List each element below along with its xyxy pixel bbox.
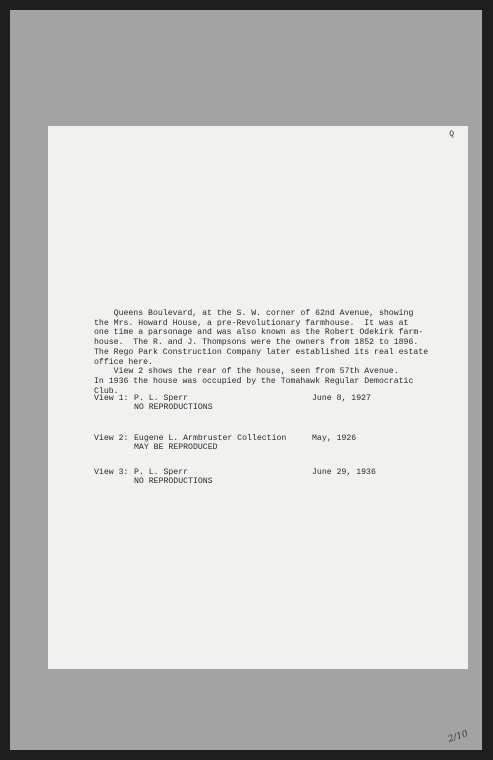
typed-page (48, 126, 468, 669)
paragraph-line: In 1936 the house was occupied by the Tomahawk Regular Democratic (94, 376, 414, 386)
paragraph-line: the Mrs. Howard House, a pre-Revolutionary farmhouse. It was at (94, 318, 409, 328)
paragraph-line: View 2 shows the rear of the house, seen from 57th Avenue. (94, 367, 399, 377)
view-photographer: P. L. Sperr (134, 468, 189, 477)
view-label: View 1: (94, 394, 129, 403)
page-corner-mark: Q (449, 130, 454, 139)
description-paragraph (94, 309, 444, 396)
archive-mount (10, 10, 482, 750)
mount-handwritten-note: 2/10 (446, 729, 470, 745)
view-reproduction-note: NO REPRODUCTIONS (134, 477, 213, 486)
view-photographer: P. L. Sperr (134, 394, 189, 403)
view-label: View 2: (94, 434, 129, 443)
view-date: June 29, 1936 (312, 468, 376, 477)
view-photographer: Eugene L. Armbruster Collection (134, 434, 287, 443)
view-reproduction-note: NO REPRODUCTIONS (134, 403, 213, 412)
paragraph-line: Club. (94, 386, 119, 396)
paragraph-line: one time a parsonage and was also known as the Robert Odekirk farm- (94, 328, 424, 338)
paragraph-line: office here. (94, 357, 153, 367)
view-entry-1 (94, 394, 444, 412)
paragraph-line: The Rego Park Construction Company later established its real estate (94, 347, 429, 357)
view-label: View 3: (94, 468, 129, 477)
paragraph-line: Queens Boulevard, at the S. W. corner of 62nd Avenue, showing (94, 309, 414, 318)
view-reproduction-note: MAY BE REPRODUCED (134, 443, 218, 452)
view-entry-2 (94, 434, 444, 452)
view-date: May, 1926 (312, 434, 357, 443)
paragraph-line: house. The R. and J. Thompsons were the owners from 1852 to 1896. (94, 338, 419, 348)
view-entry-3 (94, 468, 444, 486)
view-date: June 8, 1927 (312, 394, 371, 403)
